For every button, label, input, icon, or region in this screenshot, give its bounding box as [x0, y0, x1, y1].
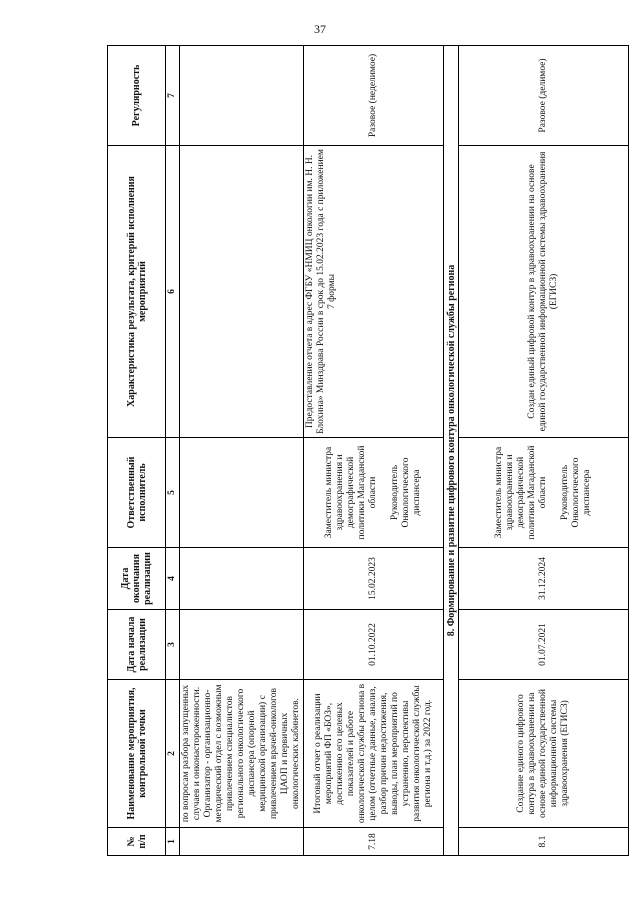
header-responsible: Ответственный исполнитель — [108, 438, 166, 548]
table-row — [180, 46, 304, 856]
start-date — [180, 610, 304, 680]
result: Предоставление отчета в адрес ФГБУ «НМИЦ онкологии им. Н. Н. Блохина» Минздрава России в срок до 15.02.2023 года с приложением 7 формы — [304, 146, 444, 438]
row-number — [180, 828, 304, 856]
regularity — [180, 46, 304, 146]
header-regularity: Регулярность — [108, 46, 166, 146]
activity-name: Итоговый отчет о реализации мероприятий ФП «БОЗ», достижению его целевых показателей и работе онкологической службы региона в целом (отчетные данные, анализ, разбор причин недостижения, выводы, план мероприятий по устранению, перспективы развития онкологической службы региона и т.д.) за 2022 год. — [304, 680, 444, 828]
start-date: 01.10.2022 — [304, 610, 444, 680]
header-end-date: Дата окончания реализации — [108, 548, 166, 610]
table-row — [459, 46, 629, 856]
row-number: 7.18 — [304, 828, 444, 856]
result — [180, 146, 304, 438]
result: Создан единый цифровой контур в здравоохранении на основе единой государственной информационной системы здравоохранения (ЕГИСЗ) — [459, 146, 629, 438]
start-date: 01.07.2021 — [459, 610, 629, 680]
column-number: 2 — [166, 680, 180, 828]
responsible — [180, 438, 304, 548]
table-row — [304, 46, 444, 856]
column-number-row — [166, 46, 180, 856]
page-number: 37 — [314, 22, 326, 36]
section-row — [444, 46, 459, 856]
column-number: 4 — [166, 548, 180, 610]
section-title: 8. Формирование и развитие цифрового контура онкологической службы региона — [444, 46, 459, 856]
column-number: 7 — [166, 46, 180, 146]
header-name: Наименование мероприятия, контрольной точки — [108, 680, 166, 828]
end-date: 15.02.2023 — [304, 548, 444, 610]
end-date: 31.12.2024 — [459, 548, 629, 610]
rotated-table-frame — [107, 46, 629, 856]
header-start-date: Дата начала реализации — [108, 610, 166, 680]
activity-name: Создание единого цифрового контура в здравоохранении на основе единой государственной информационной системы здравоохранения (ЕГИСЗ) — [459, 680, 629, 828]
header-num: № п/п — [108, 828, 166, 856]
header-result: Характеристика результата, критерий исполнения мероприятий — [108, 146, 166, 438]
column-number: 6 — [166, 146, 180, 438]
activities-table — [107, 45, 629, 856]
regularity: Разовое (неделимое) — [304, 46, 444, 146]
regularity: Разовое (делимое) — [459, 46, 629, 146]
activity-name: по вопросам разбора запущенных случаев и онконастороженности. Организатор - организационно-методический отдел с возможным привлечением специалистов регионального онкологического диспансера (опорной медицинской организации) с привлечением врачей-онкологов ЦАОП и первичных онкологических кабинетов. — [180, 680, 304, 828]
column-number: 1 — [166, 828, 180, 856]
end-date — [180, 548, 304, 610]
column-number: 5 — [166, 438, 180, 548]
header-row — [108, 46, 166, 856]
column-number: 3 — [166, 610, 180, 680]
row-number: 8.1 — [459, 828, 629, 856]
responsible: Заместитель министра здравоохранения и демографической политики Магаданской области Руководитель Онкологического диспансера — [459, 438, 629, 548]
responsible: Заместитель министра здравоохранения и демографической политики Магаданской области Руководитель Онкологического диспансера — [304, 438, 444, 548]
